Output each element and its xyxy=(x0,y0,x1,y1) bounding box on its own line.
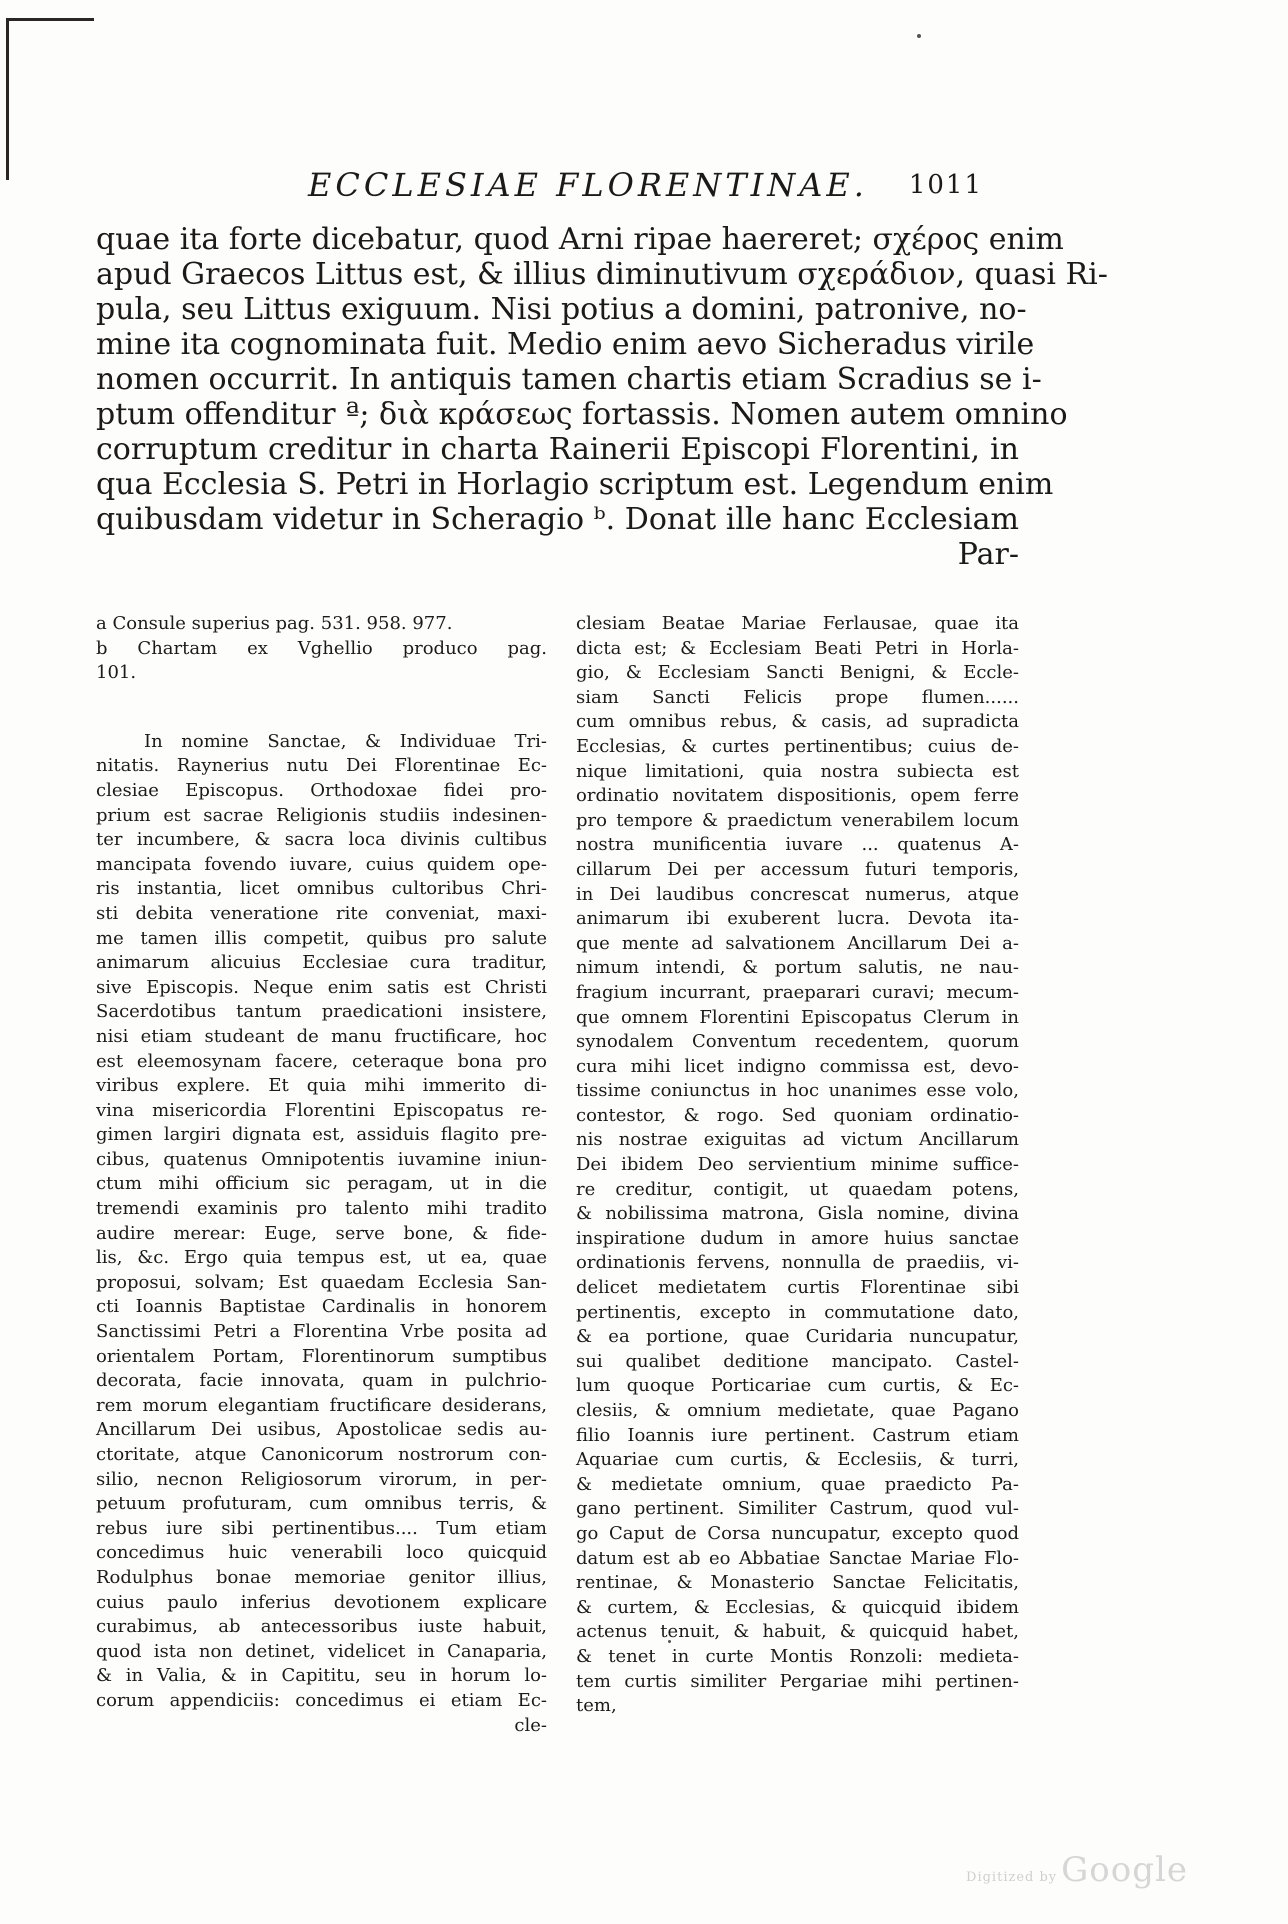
right-column-line: gio, & Ecclesiam Sancti Benigni, & Eccle- xyxy=(576,662,1019,684)
footnote-line: 101. xyxy=(96,662,137,684)
left-column-line: decorata, facie innovata, quam in pulchrio- xyxy=(96,1370,547,1392)
left-column-line: mancipata fovendo iuvare, cuius quidem ope- xyxy=(96,853,547,875)
right-column-line: pro tempore & praedictum venerabilem locum xyxy=(576,809,1019,831)
left-column-line: silio, necnon Religiosorum virorum, in per- xyxy=(96,1468,547,1490)
left-column-body xyxy=(96,730,547,1738)
ink-speck xyxy=(917,34,921,38)
left-column-line: me tamen illis competit, quibus pro salute xyxy=(96,927,547,949)
main-text-line: nomen occurrit. In antiquis tamen chartis etiam Scradius se i- xyxy=(96,362,1042,397)
right-column-line: cura mihi licet indigno commissa est, devo- xyxy=(576,1055,1019,1077)
right-column-line: delicet medietatem curtis Florentinae sibi xyxy=(576,1277,1019,1299)
page-corner-rule-horizontal xyxy=(6,18,94,21)
right-column-line: re creditur, contigit, ut quaedam potens, xyxy=(576,1178,1019,1200)
main-text-line: corruptum creditur in charta Rainerii Episcopi Florentini, in xyxy=(96,432,1019,467)
left-column-line: Sacerdotibus tantum praedicationi insistere, xyxy=(96,1001,547,1023)
right-column-line: & nobilissima matrona, Gisla nomine, divina xyxy=(576,1203,1019,1225)
left-column-line: sive Episcopis. Neque enim satis est Christi xyxy=(96,976,547,998)
right-column-line: go Caput de Corsa nuncupatur, excepto quod xyxy=(576,1522,1019,1544)
right-column-line: pertinentis, excepto in commutatione dato, xyxy=(576,1301,1019,1323)
left-column-line: cle- xyxy=(514,1714,547,1736)
left-column xyxy=(96,612,547,1738)
left-column-line: Sanctissimi Petri a Florentina Vrbe posita ad xyxy=(96,1321,547,1343)
left-column-line: ter incumbere, & sacra loca divinis cultibus xyxy=(96,829,547,851)
right-column-line: & tenet in curte Montis Ronzoli: medieta- xyxy=(576,1645,1019,1667)
right-column-line: tem curtis similiter Pergariae mihi pertinen- xyxy=(576,1670,1019,1692)
left-column-line: rem morum elegantiam fructificare desiderans, xyxy=(96,1394,547,1416)
right-column-line: tem, xyxy=(576,1695,617,1717)
left-column-line: corum appendiciis: concedimus ei etiam Ec- xyxy=(96,1689,547,1711)
right-column-line: Dei ibidem Deo servientium minime suffice- xyxy=(576,1154,1019,1176)
left-column-line: orientalem Portam, Florentinorum sumptibus xyxy=(96,1345,547,1367)
right-column-line: filio Ioannis iure pertinent. Castrum etiam xyxy=(576,1424,1019,1446)
right-column-line: ordinatio novitatem dispositionis, opem ferre xyxy=(576,785,1019,807)
page-corner-rule-vertical xyxy=(6,18,9,180)
right-column-line: nique limitationi, quia nostra subiecta est xyxy=(576,760,1019,782)
left-column-line: nitatis. Raynerius nutu Dei Florentinae Ec- xyxy=(96,755,547,777)
digitized-watermark xyxy=(966,1850,1188,1890)
left-column-line: rebus iure sibi pertinentibus.... Tum etiam xyxy=(96,1517,547,1539)
main-text-line: pula, seu Littus exiguum. Nisi potius a domini, patronive, no- xyxy=(96,292,1027,327)
right-column-line: Ecclesias, & curtes pertinentibus; cuius de- xyxy=(576,735,1019,757)
main-text-line: Par- xyxy=(957,537,1019,572)
right-column-line: synodalem Conventum recedentem, quorum xyxy=(576,1031,1019,1053)
left-column-line: cuius paulo inferius devotionem explicare xyxy=(96,1591,547,1613)
right-column-line: in Dei laudibus concrescat numerus, atque xyxy=(576,883,1019,905)
left-column-line: proposui, solvam; Est quaedam Ecclesia San- xyxy=(96,1271,547,1293)
footnote-line: b Chartam ex Vghellio produco pag. xyxy=(96,637,547,659)
left-column-line: petuum profuturam, cum omnibus terris, & xyxy=(96,1493,547,1515)
right-column-line: fragium incurrant, praeparari curavi; mecum- xyxy=(576,981,1019,1003)
right-column-line: Aquariae cum curtis, & Ecclesiis, & turri, xyxy=(576,1449,1019,1471)
right-column-line: ordinationis fervens, nonnulla de praediis, vi- xyxy=(576,1252,1019,1274)
left-column-line: In nomine Sanctae, & Individuae Tri- xyxy=(144,730,547,752)
left-column-line: curabimus, ab antecessoribus iuste habuit, xyxy=(96,1616,547,1638)
right-column-line: cum omnibus rebus, & casis, ad supradicta xyxy=(576,711,1019,733)
main-text-line: ptum offenditur ª; διὰ κράσεως fortassis. Nomen autem omnino xyxy=(96,397,1068,432)
left-column-line: ris instantia, licet omnibus cultoribus Chri- xyxy=(96,878,547,900)
left-column-line: viribus explere. Et quia mihi immerito di- xyxy=(96,1075,547,1097)
right-column-line: siam Sancti Felicis prope flumen...... xyxy=(576,686,1019,708)
right-column-line: dicta est; & Ecclesiam Beati Petri in Horla- xyxy=(576,637,1019,659)
left-column-line: prium est sacrae Religionis studiis indesinen- xyxy=(96,804,547,826)
right-column-line: clesiis, & omnium medietate, quae Pagano xyxy=(576,1400,1019,1421)
main-text-line: qua Ecclesia S. Petri in Horlagio scriptum est. Legendum enim xyxy=(96,467,1054,502)
right-column-line: tissime coniunctus in hoc unanimes esse volo, xyxy=(576,1080,1019,1102)
main-text-block xyxy=(96,222,1108,572)
left-column-line: cibus, quatenus Omnipotentis iuvamine iniun- xyxy=(96,1148,547,1170)
right-column-line: clesiam Beatae Mariae Ferlausae, quae ita xyxy=(576,613,1019,634)
left-column-line: audire merear: Euge, serve bone, & fide- xyxy=(96,1222,547,1244)
running-title: ECCLESIAE FLORENTINAE. xyxy=(308,166,868,204)
running-head xyxy=(308,166,983,210)
left-column-line: sti debita veneratione rite conveniat, maxi- xyxy=(96,902,547,924)
left-column-line: tremendi examinis pro talento mihi tradito xyxy=(96,1198,547,1220)
right-column xyxy=(576,612,1019,1719)
page-number: 1011 xyxy=(908,170,983,200)
left-column-line: nisi etiam studeant de manu fructificare, hoc xyxy=(96,1025,547,1047)
right-column-line: nimum intendi, & portum salutis, ne nau- xyxy=(576,957,1019,979)
left-column-line: & in Valia, & in Capititu, seu in horum lo- xyxy=(96,1665,547,1687)
right-column-line: contestor, & rogo. Sed quoniam ordinatio- xyxy=(576,1104,1019,1126)
main-text-line: quae ita forte dicebatur, quod Arni ripae haereret; σχέρος enim xyxy=(96,222,1064,257)
left-column-line: est eleemosynam facere, ceteraque bona pro xyxy=(96,1050,547,1072)
main-text-line: mine ita cognominata fuit. Medio enim aevo Sicheradus virile xyxy=(96,327,1035,362)
right-column-line: que mente ad salvationem Ancillarum Dei a- xyxy=(576,932,1019,954)
left-column-line: gimen largiri dignata est, assiduis flagito pre- xyxy=(96,1124,547,1146)
left-column-line: Ancillarum Dei usibus, Apostolicae sedis au- xyxy=(96,1419,547,1441)
right-column-line: nis nostrae exiguitas ad victum Ancillarum xyxy=(576,1129,1019,1151)
left-column-line: ctoritate, atque Canonicorum nostrorum con- xyxy=(96,1444,547,1465)
right-column-line: lum quoque Porticariae cum curtis, & Ec- xyxy=(576,1375,1019,1397)
left-column-line: Rodulphus bonae memoriae genitor illius, xyxy=(96,1566,547,1588)
right-column-line: actenus tenuit, & habuit, & quicquid habet, xyxy=(576,1621,1019,1643)
right-column-line: & medietate omnium, quae praedicto Pa- xyxy=(576,1473,1019,1495)
left-column-line: lis, &c. Ergo quia tempus est, ut ea, quae xyxy=(96,1247,547,1269)
right-column-line: nostra munificentia iuvare ... quatenus A- xyxy=(576,834,1019,856)
main-text-line: quibusdam videtur in Scheragio ᵇ. Donat ille hanc Ecclesiam xyxy=(96,502,1019,537)
left-column-line: quod ista non detinet, videlicet in Canaparia, xyxy=(96,1640,547,1662)
right-column-line: que omnem Florentini Episcopatus Clerum in xyxy=(576,1006,1019,1028)
left-column-line: cti Ioannis Baptistae Cardinalis in honorem xyxy=(96,1296,547,1318)
right-column-line: gano pertinent. Similiter Castrum, quod vul- xyxy=(576,1498,1019,1520)
right-column-line: cillarum Dei per accessum futuri temporis, xyxy=(576,858,1019,880)
right-column-line: & curtem, & Ecclesias, & quicquid ibidem xyxy=(576,1596,1019,1618)
footnotes xyxy=(96,612,547,686)
main-text-line: apud Graecos Littus est, & illius diminutivum σχεράδιον, quasi Ri- xyxy=(96,257,1108,292)
right-column-line: rentinae, & Monasterio Sanctae Felicitatis, xyxy=(576,1572,1019,1594)
right-column-line: animarum ibi exuberent lucra. Devota ita- xyxy=(576,908,1019,930)
left-column-line: concedimus huic venerabili loco quicquid xyxy=(96,1542,547,1564)
watermark-prefix: Digitized by xyxy=(966,1870,1058,1885)
watermark-brand: Google xyxy=(1061,1850,1188,1890)
left-column-line: clesiae Episcopus. Orthodoxae fidei pro- xyxy=(96,779,547,801)
right-column-line: & ea portione, quae Curidaria nuncupatur, xyxy=(576,1326,1019,1348)
right-column-line: datum est ab eo Abbatiae Sanctae Mariae Flo- xyxy=(576,1547,1019,1569)
footnote-line: a Consule superius pag. 531. 958. 977. xyxy=(96,613,453,634)
left-column-line: animarum alicuius Ecclesiae cura traditur, xyxy=(96,952,547,974)
right-column-line: sui qualibet deditione mancipato. Castel- xyxy=(576,1350,1019,1372)
right-column-line: inspiratione dudum in amore huius sanctae xyxy=(576,1227,1019,1249)
left-column-line: vina misericordia Florentini Episcopatus re- xyxy=(96,1099,547,1121)
left-column-line: ctum mihi officium sic peragam, ut in die xyxy=(96,1173,547,1195)
